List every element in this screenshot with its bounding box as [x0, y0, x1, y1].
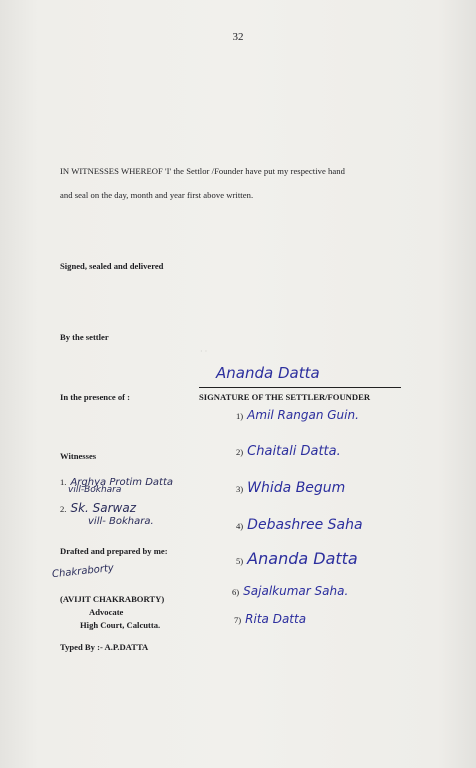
signed-sealed-heading: Signed, sealed and delivered [60, 261, 164, 271]
settler-signature-caption: SIGNATURE OF THE SETTLER/FOUNDER [199, 392, 371, 402]
left-witness-2-number: 2. [60, 504, 67, 514]
right-witness-7-number: 7) [234, 615, 242, 625]
left-witness-2-address: vill- Bokhara. [88, 516, 154, 527]
left-witness-2 [60, 499, 136, 517]
right-witness-2 [236, 442, 341, 460]
advocate-name: (AVIJIT CHAKRABORTY) [60, 594, 165, 604]
witness-clause-line-2: and seal on the day, month and year first above written. [60, 190, 254, 200]
right-witness-2-name: Chaitali Datta. [247, 444, 341, 459]
drafter-signature: Chakraborty [51, 562, 115, 581]
left-witness-1-address: vill-Bokhara [68, 485, 122, 495]
witness-clause-line-1: IN WITNESSES WHEREOF 'I' the Settlor /Founder have put my respective hand [60, 166, 345, 176]
right-witness-5-number: 5) [236, 556, 244, 566]
by-settler-label: By the settler [60, 332, 109, 342]
settler-signature: Ananda Datta [216, 364, 320, 382]
left-witness-2-name: Sk. Sarwaz [70, 501, 137, 515]
right-witness-5-name: Ananda Datta [247, 549, 358, 568]
witnesses-label: Witnesses [60, 451, 97, 461]
right-witness-4 [236, 516, 363, 534]
right-witness-3 [236, 479, 345, 497]
right-witness-7 [234, 610, 306, 628]
presence-label: In the presence of : [60, 392, 131, 402]
right-witness-3-number: 3) [236, 484, 244, 494]
right-witness-6-name: Sajalkumar Saha. [243, 584, 349, 598]
signature-line [199, 387, 401, 388]
page-number: 32 [232, 31, 244, 43]
right-witness-4-number: 4) [236, 521, 244, 531]
right-witness-3-name: Whida Begum [247, 480, 346, 496]
right-witness-2-number: 2) [236, 447, 244, 457]
right-witness-5 [236, 549, 358, 569]
advocate-court: High Court, Calcutta. [80, 620, 161, 630]
left-witness-1-number: 1. [60, 477, 67, 487]
right-witness-6 [232, 582, 348, 600]
stamp-dots: · · [200, 347, 208, 356]
right-witness-6-number: 6) [232, 587, 240, 597]
typed-by: Typed By :- A.P.DATTA [60, 642, 149, 652]
drafted-label: Drafted and prepared by me: [60, 546, 168, 556]
right-witness-1-number: 1) [236, 411, 244, 421]
right-witness-1-name: Amil Rangan Guin. [247, 408, 359, 422]
right-witness-4-name: Debashree Saha [247, 517, 363, 533]
advocate-title: Advocate [89, 607, 124, 617]
left-witness-1-name: Arghya Protim Datta [70, 477, 173, 488]
right-witness-7-name: Rita Datta [245, 612, 307, 626]
right-witness-1 [236, 406, 359, 424]
